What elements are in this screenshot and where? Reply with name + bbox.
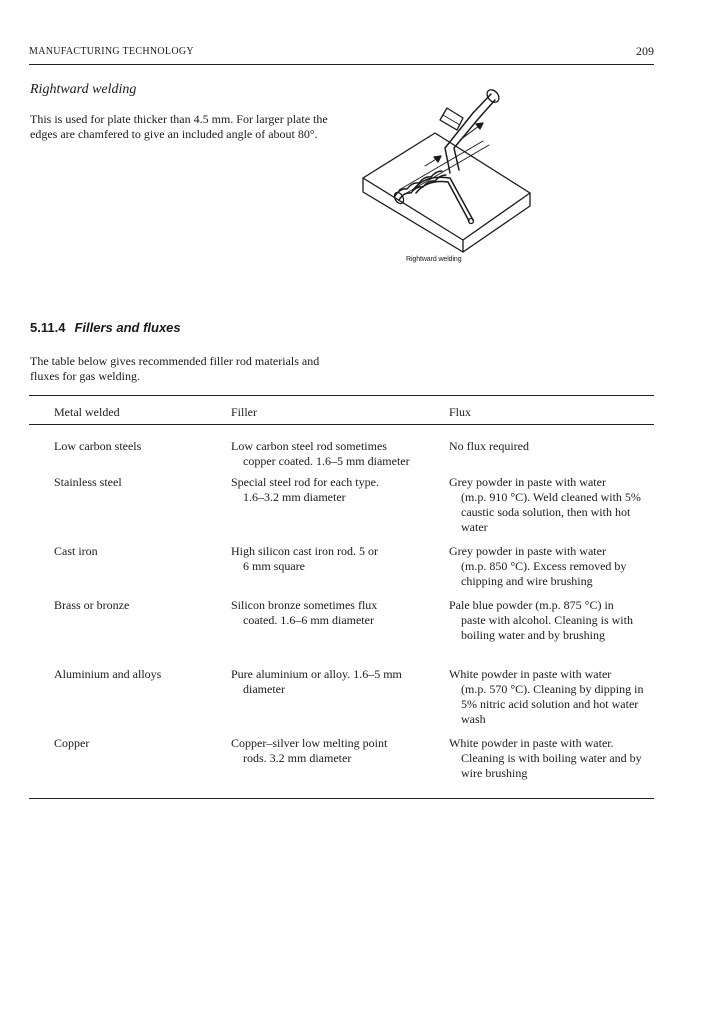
section-paragraph: The table below gives recommended filler rod materials and fluxes for gas welding. (30, 354, 320, 383)
section-title: Fillers and fluxes (74, 320, 181, 335)
table-bottom-rule (29, 798, 654, 799)
figure-caption: Rightward welding (406, 256, 462, 263)
rightward-welding-figure (355, 78, 545, 253)
table-header-rule (29, 424, 654, 425)
cell-metal: Low carbon steels (54, 439, 142, 453)
table-header-row (29, 396, 654, 424)
header-rule (29, 64, 654, 65)
cell-filler: Special steel rod for each type. 1.6–3.2 mm diameter (231, 475, 379, 504)
cell-filler: High silicon cast iron rod. 5 or 6 mm square (231, 544, 378, 573)
section-number: 5.11.4 (30, 320, 66, 335)
page-number: 209 (636, 44, 654, 58)
cell-flux: No flux required (449, 439, 529, 453)
section-heading (30, 320, 181, 335)
table-row (29, 544, 654, 598)
running-head: MANUFACTURING TECHNOLOGY (29, 46, 194, 57)
table-row (29, 475, 654, 544)
cell-metal: Brass or bronze (54, 598, 130, 612)
table-row (29, 598, 654, 667)
cell-flux: Grey powder in paste with water (m.p. 850 °C). Excess removed by chipping and wire brushing (449, 544, 627, 588)
cell-filler: Copper–silver low melting point rods. 3.2 mm diameter (231, 736, 388, 765)
cell-metal: Stainless steel (54, 475, 122, 489)
cell-flux: White powder in paste with water (m.p. 570 °C). Cleaning by dipping in 5% nitric acid solution and hot water wash (449, 667, 644, 726)
cell-metal: Aluminium and alloys (54, 667, 162, 681)
rightward-welding-paragraph: This is used for plate thicker than 4.5 mm. For larger plate the edges are chamfered to give an included angle of about 80°. (30, 112, 328, 141)
header-flux: Flux (449, 405, 472, 419)
cell-metal: Cast iron (54, 544, 98, 558)
cell-filler: Pure aluminium or alloy. 1.6–5 mm diameter (231, 667, 402, 696)
cell-flux: Grey powder in paste with water (m.p. 910 °C). Weld cleaned with 5% caustic soda solution, then with hot water (449, 475, 641, 534)
cell-flux: Pale blue powder (m.p. 875 °C) in paste with alcohol. Cleaning is with boiling water and by brushing (449, 598, 633, 642)
header-filler: Filler (231, 405, 257, 419)
page-header (29, 44, 654, 62)
welding-diagram-illustration (355, 78, 545, 253)
cell-flux: White powder in paste with water. Cleaning is with boiling water and by wire brushing (449, 736, 642, 780)
cell-metal: Copper (54, 736, 90, 750)
header-metal-welded: Metal welded (54, 405, 120, 419)
table-row (29, 667, 654, 736)
table-row (29, 736, 654, 788)
cell-filler: Silicon bronze sometimes flux coated. 1.6–6 mm diameter (231, 598, 378, 627)
rightward-welding-heading: Rightward welding (30, 82, 137, 97)
table-row (29, 439, 654, 475)
cell-filler: Low carbon steel rod sometimes copper coated. 1.6–5 mm diameter (231, 439, 410, 468)
fillers-fluxes-table (29, 395, 654, 799)
